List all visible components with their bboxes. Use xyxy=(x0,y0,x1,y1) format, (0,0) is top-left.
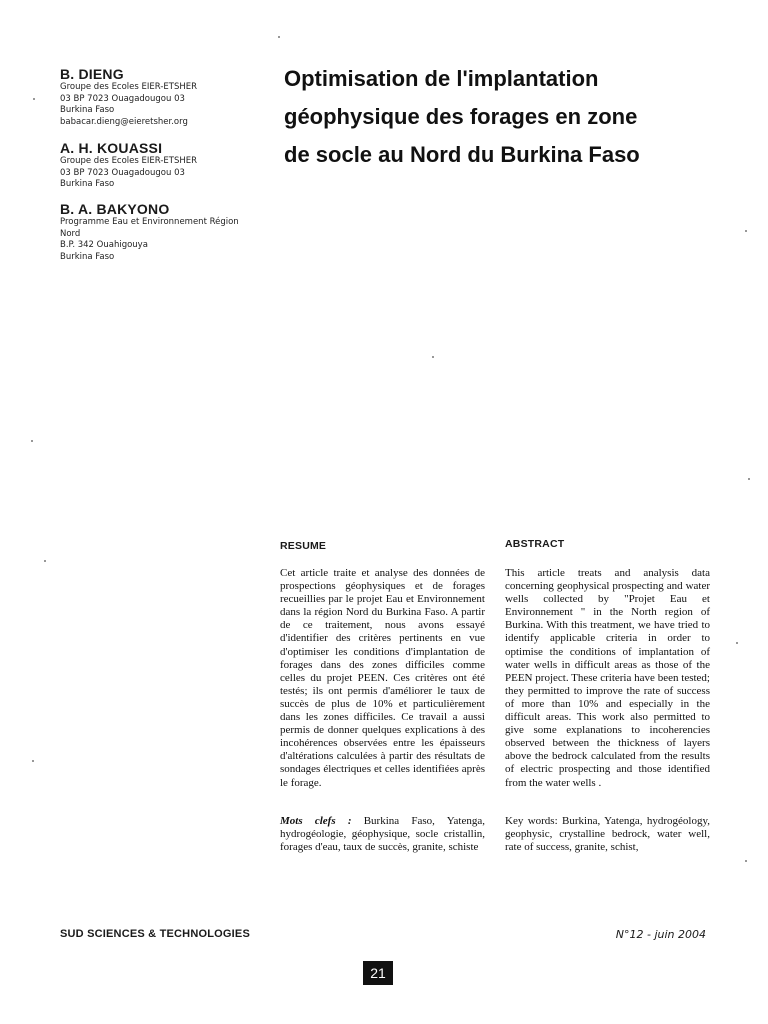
scan-speck xyxy=(736,642,738,644)
author-country: Burkina Faso xyxy=(60,179,115,189)
scan-speck xyxy=(745,230,747,232)
author-address: 03 BP 7023 Ouagadougou 03 xyxy=(60,93,185,104)
author-name: A. H. KOUASSI xyxy=(60,140,163,156)
title-line-1: Optimisation de l'implantation xyxy=(284,66,599,91)
author-email: babacar.dieng@eieretsher.org xyxy=(60,116,188,127)
page-number: 21 xyxy=(363,961,393,985)
resume-keywords xyxy=(280,815,485,854)
scan-speck xyxy=(33,98,35,100)
author-affiliation-cont: Nord xyxy=(60,228,81,239)
scan-speck xyxy=(44,560,46,562)
author-name: B. DIENG xyxy=(60,66,124,82)
author-block-1 xyxy=(60,66,197,128)
author-address: B.P. 342 Ouahigouya xyxy=(60,240,148,250)
journal-name: SUD SCIENCES & TECHNOLOGIES xyxy=(60,928,250,940)
author-block-2 xyxy=(60,140,197,191)
article-title xyxy=(284,60,724,174)
issue-date: N°12 - juin 2004 xyxy=(615,928,706,941)
author-name: B. A. BAKYONO xyxy=(60,201,170,217)
abstract-keywords: Key words: Burkina, Yatenga, hydrogéology, geophysic, crystalline bedrock, water well, rate of success, granite, schist, xyxy=(505,815,710,854)
abstract-body: This article treats and analysis data concerning geophysical prospecting and water wells collected by "Projet Eau et Environnement " in the North region of Burkina. With this treatment, we have tried to identify applicable criteria in order to optimise the conditions of implantation of water wells in difficult areas as those of the PEEN project. These criteria have been tested; they permitted to improve the rate of success of more than 10% and especially in the difficult areas. This work also permitted to give some explanations to incoherencies observed between the thickness of layers above the bedrock calculated from the results of electric prospecting and those identified from the water wells . xyxy=(505,567,710,789)
resume-heading: RESUME xyxy=(280,540,327,552)
title-line-3: de socle au Nord du Burkina Faso xyxy=(284,142,640,167)
scan-speck xyxy=(748,478,750,480)
author-block-3 xyxy=(60,201,239,263)
resume-body: Cet article traite et analyse des données de prospections géophysiques et de forages recueillies par le projet Eau et Environnement dans la région Nord du Burkina Faso. A partir de ce traitement, nous avons essayé d'identifier des critères pertinents en vue d'optimiser les conditions d'implantation de forages dans des zones difficiles comme celles du projet PEEN. Ces critères ont été testés; ils ont permis d'améliorer le taux de succès de plus de 10% et particulièrement dans les zones difficiles. Ce travail a aussi permis de donner quelques explications à des incohérences observées entre les épaisseurs d'altérations calculées à partir des résultats de sondages électriques et celles identifiées après le forage. xyxy=(280,567,485,789)
author-country: Burkina Faso xyxy=(60,251,115,262)
scan-speck xyxy=(31,440,33,442)
author-affiliation: Programme Eau et Environnement Région xyxy=(60,217,239,227)
author-country: Burkina Faso xyxy=(60,105,115,115)
abstract-heading: ABSTRACT xyxy=(505,538,565,550)
scan-speck xyxy=(745,860,747,862)
author-address: 03 BP 7023 Ouagadougou 03 xyxy=(60,167,185,178)
scan-speck xyxy=(278,36,280,38)
scan-speck xyxy=(32,760,34,762)
keywords-label: Mots clefs : xyxy=(280,815,352,827)
author-affiliation: Groupe des Ecoles EIER-ETSHER xyxy=(60,156,198,166)
author-affiliation: Groupe des Ecoles EIER-ETSHER xyxy=(60,82,198,92)
keywords-text: Burkina Faso, Yatenga, hydrogéologie, géophysique, socle cristallin, forages d'eau, taux de succès, granite, schiste xyxy=(280,815,485,854)
title-line-2: géophysique des forages en zone xyxy=(284,104,638,129)
scan-speck xyxy=(432,356,434,358)
